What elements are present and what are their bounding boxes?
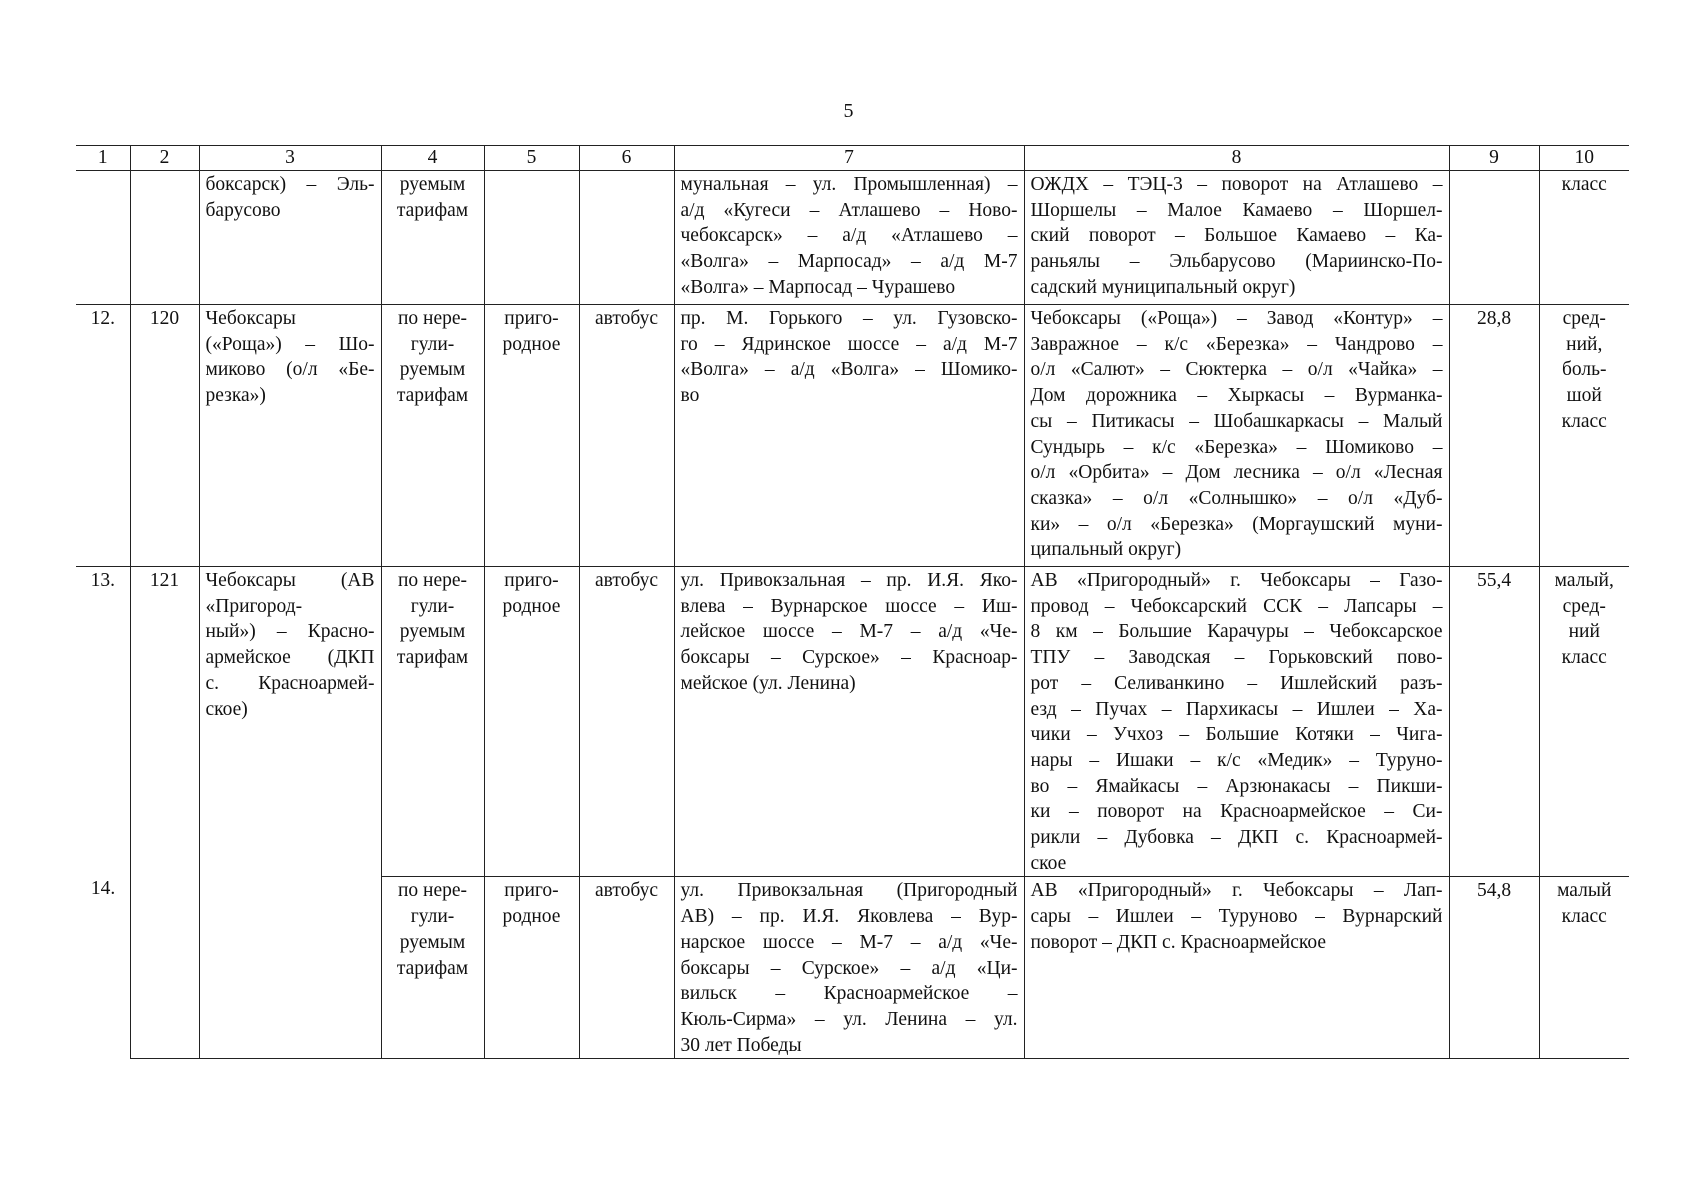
row-number: 12.: [76, 305, 130, 567]
text-line: Завражное – к/с «Березка» – Чандрово –: [1030, 333, 1443, 355]
text-line: класс: [1561, 410, 1607, 432]
text-line: лейское шоссе – М-7 – а/д «Че-: [680, 621, 1018, 643]
text-line: приго-: [504, 880, 559, 902]
text-line: тарифам: [396, 957, 469, 979]
tariff: [381, 305, 484, 567]
text-line: с. Красноармей-: [205, 672, 375, 694]
text-line: класс: [1561, 647, 1607, 669]
text-line: класс: [1561, 906, 1607, 928]
route-kind: [484, 567, 579, 877]
column-header: 4: [381, 146, 484, 171]
tariff: [381, 567, 484, 877]
text-line: шой: [1566, 385, 1602, 407]
text-line: руемым: [399, 359, 466, 381]
text-line: чики – Учхоз – Большие Котяки – Чига-: [1030, 724, 1443, 746]
text-line: влева – Вурнарское шоссе – Иш-: [680, 595, 1018, 617]
text-line: резка»): [205, 385, 266, 407]
text-line: родное: [502, 906, 561, 928]
text-line: боксары – Сурское» – Красноар-: [680, 647, 1018, 669]
tariff: [381, 877, 484, 1059]
column-header: 10: [1539, 146, 1629, 171]
page-number: 5: [843, 100, 854, 122]
text-line: армейское (ДКП: [205, 647, 375, 669]
transport-type: автобус: [579, 877, 674, 1059]
text-line: Чебоксары (АВ: [205, 570, 375, 591]
text-line: родное: [502, 595, 561, 617]
column-header: 8: [1024, 146, 1449, 171]
route-number: 120: [130, 305, 199, 567]
text-line: а/д «Кугеси – Атлашево – Ново-: [680, 199, 1018, 221]
text-line: гули-: [410, 595, 455, 617]
transport-type: [579, 171, 674, 305]
text-line: о/л «Орбита» – Дом лесника – о/л «Лесная: [1030, 462, 1443, 484]
text-line: Дом дорожника – Хыркасы – Вурманка-: [1030, 385, 1443, 407]
text-line: боксарск) – Эль-: [205, 174, 375, 195]
header-row: [76, 146, 1629, 171]
text-line: ципальный округ): [1030, 539, 1182, 561]
text-line: барусово: [205, 199, 281, 221]
text-line: Кюль-Сирма» – ул. Ленина – ул.: [680, 1008, 1018, 1030]
transport-type: автобус: [579, 305, 674, 567]
text-line: Чебоксары: [205, 308, 296, 329]
text-line: во – Ямайкасы – Арзюнакасы – Пикши-: [1030, 775, 1443, 797]
text-line: «Пригород-: [205, 595, 303, 617]
text-line: руемым: [399, 174, 466, 195]
text-line: ТПУ – Заводская – Горьковский пово-: [1030, 647, 1443, 669]
route-kind: [484, 877, 579, 1059]
text-line: тарифам: [396, 647, 469, 669]
text-line: рот – Селиванкино – Ишлейский разъ-: [1030, 672, 1443, 694]
vehicle-class: [1539, 567, 1629, 877]
text-line: ки – поворот на Красноармейское – Си-: [1030, 801, 1443, 823]
vehicle-class: [1539, 171, 1629, 305]
text-line: рикли – Дубовка – ДКП с. Красноармей-: [1030, 827, 1443, 849]
column-header: 9: [1449, 146, 1539, 171]
text-line: ний: [1568, 621, 1600, 643]
row-number: 13.: [76, 567, 130, 1059]
text-line: ОЖДХ – ТЭЦ-3 – поворот на Атлашево –: [1030, 174, 1443, 195]
text-line: мунальная – ул. Промышленная) –: [680, 174, 1018, 195]
streets-list: [674, 567, 1024, 877]
route-length: 28,8: [1449, 305, 1539, 567]
text-line: нарское шоссе – М-7 – а/д «Че-: [680, 931, 1018, 953]
row-number-14: 14.: [90, 878, 116, 899]
text-line: АВ «Пригородный» г. Чебоксары – Лап-: [1030, 880, 1443, 902]
text-line: «Волга» – Марпосад» – а/д М-7: [680, 251, 1018, 273]
text-line: сары – Ишлеи – Туруново – Вурнарский: [1030, 906, 1443, 928]
vehicle-class: [1539, 877, 1629, 1059]
table-row: [76, 305, 1629, 567]
text-line: ское: [1030, 852, 1067, 874]
text-line: приго-: [504, 308, 559, 329]
text-line: «Волга» – Марпосад – Чурашево: [680, 276, 956, 298]
text-line: ское): [205, 698, 248, 720]
streets-list: [674, 171, 1024, 305]
text-line: нары – Ишаки – к/с «Медик» – Туруно-: [1030, 749, 1443, 771]
text-line: 8 км – Большие Карачуры – Чебоксарское: [1030, 621, 1443, 643]
tariff: [381, 171, 484, 305]
text-line: езд – Пучах – Пархикасы – Ишлеи – Ха-: [1030, 698, 1443, 720]
routes-table: [76, 145, 1629, 1059]
table-row: [76, 567, 1629, 877]
text-line: раньялы – Эльбарусово (Мариинско-По-: [1030, 251, 1443, 273]
route-number: [130, 171, 199, 305]
text-line: АВ «Пригородный» г. Чебоксары – Газо-: [1030, 570, 1443, 591]
route-name: [199, 305, 381, 567]
route-name: [199, 171, 381, 305]
text-line: АВ) – пр. И.Я. Яковлева – Вур-: [680, 906, 1018, 928]
text-line: во: [680, 385, 700, 407]
text-line: миково (о/л «Бе-: [205, 359, 375, 381]
stops-list: [1024, 567, 1449, 877]
text-line: боль-: [1561, 359, 1607, 381]
text-line: о/л «Салют» – Сюктерка – о/л «Чайка» –: [1030, 359, 1443, 381]
text-line: тарифам: [396, 199, 469, 221]
text-line: Чебоксары («Роща») – Завод «Контур» –: [1030, 308, 1443, 329]
text-line: ский поворот – Большое Камаево – Ка-: [1030, 225, 1443, 247]
route-length: [1449, 171, 1539, 305]
column-header: 1: [76, 146, 130, 171]
column-header: 2: [130, 146, 199, 171]
text-line: 30 лет Победы: [680, 1034, 802, 1056]
text-line: поворот – ДКП с. Красноармейское: [1030, 931, 1327, 953]
column-header: 7: [674, 146, 1024, 171]
text-line: провод – Чебоксарский ССК – Лапсары –: [1030, 595, 1443, 617]
text-line: малый: [1557, 880, 1612, 902]
text-line: по нере-: [397, 308, 468, 329]
route-length: 54,8: [1449, 877, 1539, 1059]
text-line: ки» – о/л «Березка» (Моргаушский муни-: [1030, 513, 1443, 535]
text-line: гули-: [410, 333, 455, 355]
column-header: 3: [199, 146, 381, 171]
text-line: («Роща») – Шо-: [205, 333, 375, 355]
text-line: родное: [502, 333, 561, 355]
text-line: по нере-: [397, 570, 468, 591]
text-line: гули-: [410, 906, 455, 928]
text-line: по нере-: [397, 880, 468, 902]
text-line: руемым: [399, 621, 466, 643]
stops-list: [1024, 171, 1449, 305]
route-name: [199, 567, 381, 1059]
text-line: ул. Привокзальная (Пригородный: [680, 880, 1018, 902]
text-line: ный») – Красно-: [205, 621, 375, 643]
text-line: мейское (ул. Ленина): [680, 672, 856, 694]
stops-list: [1024, 305, 1449, 567]
route-number: 121: [130, 567, 199, 1059]
vehicle-class: [1539, 305, 1629, 567]
route-length: 55,4: [1449, 567, 1539, 877]
text-line: ул. Привокзальная – пр. И.Я. Яко-: [680, 570, 1018, 591]
text-line: боксары – Сурское» – а/д «Ци-: [680, 957, 1018, 979]
text-line: сред-: [1562, 595, 1606, 617]
text-line: чебоксарск» – а/д «Атлашево –: [680, 225, 1018, 247]
route-kind: [484, 305, 579, 567]
text-line: сы – Питикасы – Шобашкаркасы – Малый: [1030, 410, 1443, 432]
text-line: ний,: [1566, 333, 1603, 355]
streets-list: [674, 305, 1024, 567]
row-number: [76, 171, 130, 305]
text-line: Шоршелы – Малое Камаево – Шоршел-: [1030, 199, 1443, 221]
text-line: руемым: [399, 931, 466, 953]
column-header: 6: [579, 146, 674, 171]
text-line: вильск – Красноармейское –: [680, 983, 1018, 1005]
text-line: сказка» – о/л «Солнышко» – о/л «Дуб-: [1030, 487, 1443, 509]
table-row: [76, 171, 1629, 305]
streets-list: [674, 877, 1024, 1059]
stops-list: [1024, 877, 1449, 1059]
text-line: «Волга» – а/д «Волга» – Шомико-: [680, 359, 1018, 381]
text-line: сред-: [1562, 308, 1606, 329]
text-line: тарифам: [396, 385, 469, 407]
column-header: 5: [484, 146, 579, 171]
text-line: малый,: [1554, 570, 1614, 591]
text-line: класс: [1561, 174, 1607, 195]
text-line: Сундырь – к/с «Березка» – Шомиково –: [1030, 436, 1443, 458]
route-kind: [484, 171, 579, 305]
text-line: го – Ядринское шоссе – а/д М-7: [680, 333, 1018, 355]
text-line: приго-: [504, 570, 559, 591]
text-line: пр. М. Горького – ул. Гузовско-: [680, 308, 1018, 329]
text-line: садский муниципальный округ): [1030, 276, 1296, 298]
transport-type: автобус: [579, 567, 674, 877]
